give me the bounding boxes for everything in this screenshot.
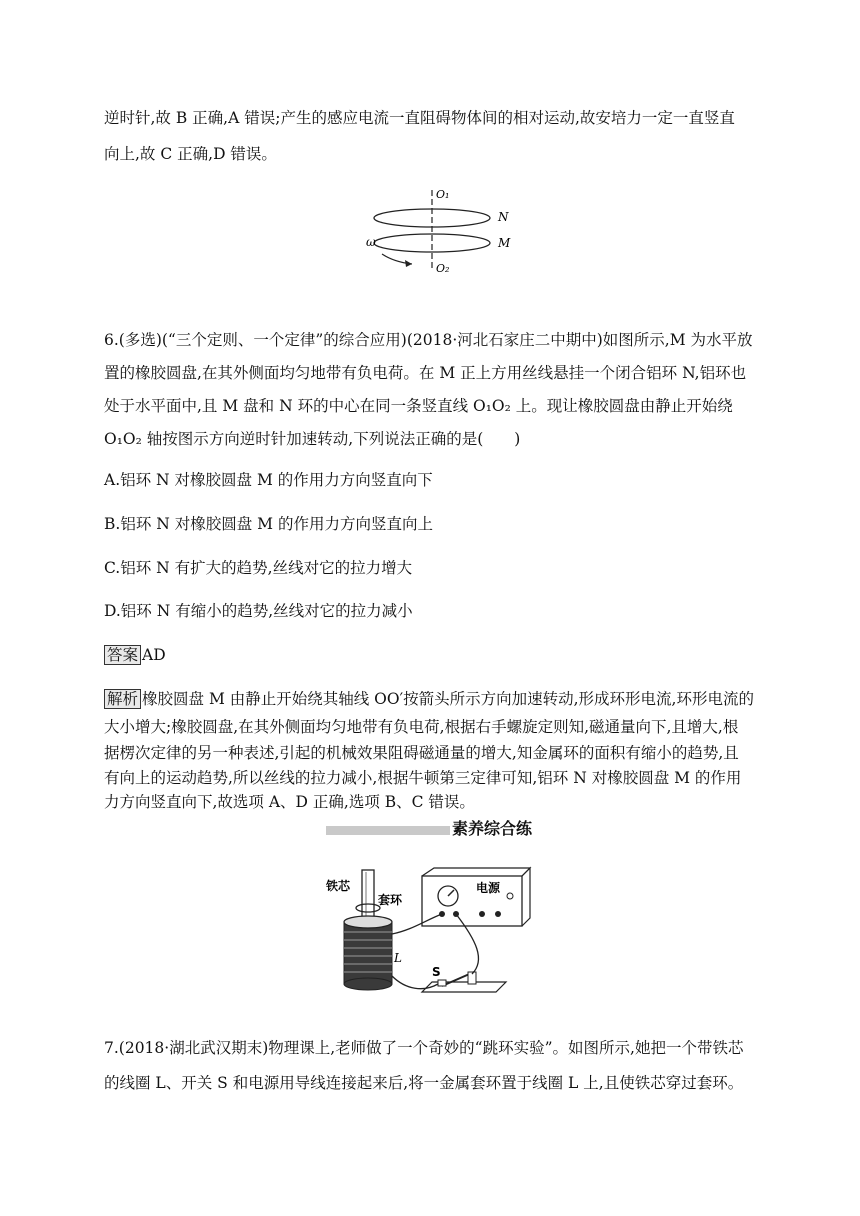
option-b: B.铝环 N 对橡胶圆盘 M 的作用力方向竖直向上: [104, 515, 433, 533]
analysis-line: 大小增大;橡胶圆盘,在其外侧面均匀地带有负电荷,根据右手螺旋定则知,磁通量向下,且增大,根: [104, 718, 739, 736]
analysis-tag: 解析: [104, 689, 141, 709]
analysis-line: [104, 689, 754, 709]
question-stem-line: 6.(多选)(“三个定则、一个定律”的综合应用)(2018·河北石家庄二中期中)如图所示,M 为水平放: [104, 331, 753, 349]
analysis-line: 据楞次定律的另一种表述,引起的机械效果阻碍磁通量的增大,知金属环的面积有缩小的趋势,且: [104, 744, 739, 762]
label-m: M: [498, 236, 511, 250]
answer-tag: 答案: [104, 645, 141, 665]
label-omega: ω: [366, 235, 376, 249]
label-ring: 套环: [378, 893, 403, 907]
answer-row: [104, 645, 166, 665]
solution-line: 逆时针,故 B 正确,A 错误;产生的感应电流一直阻碍物体间的相对运动,故安培力一定一直竖直: [104, 109, 735, 127]
option-c: C.铝环 N 有扩大的趋势,丝线对它的拉力增大: [104, 559, 413, 577]
label-n: N: [498, 210, 509, 224]
label-s: S: [432, 965, 441, 979]
label-o1: O₁: [436, 188, 450, 201]
question-stem-line: 处于水平面中,且 M 盘和 N 环的中心在同一条竖直线 O₁O₂ 上。现让橡胶圆盘由静止开始绕: [104, 397, 733, 415]
section-bar: [326, 826, 450, 835]
question-stem-line: 的线圈 L、开关 S 和电源用导线连接起来后,将一金属套环置于线圈 L 上,且使铁芯穿过套环。: [104, 1074, 744, 1092]
answer-value: AD: [142, 646, 166, 664]
label-l: L: [394, 951, 402, 965]
apparatus-figure: [326, 864, 536, 1004]
label-core: 铁芯: [326, 879, 351, 893]
question-stem-line: O₁O₂ 轴按图示方向逆时针加速转动,下列说法正确的是( ): [104, 430, 521, 448]
analysis-line: 力方向竖直向下,故选项 A、D 正确,选项 B、C 错误。: [104, 793, 475, 811]
analysis-text: 橡胶圆盘 M 由静止开始绕其轴线 OO′按箭头所示方向加速转动,形成环形电流,环形电流的: [142, 690, 754, 708]
rings-figure: [360, 184, 520, 276]
option-d: D.铝环 N 有缩小的趋势,丝线对它的拉力减小: [104, 602, 413, 620]
question-stem-line: 置的橡胶圆盘,在其外侧面均匀地带有负电荷。在 M 正上方用丝线悬挂一个闭合铝环 N,铝环也: [104, 364, 747, 382]
label-o2: O₂: [436, 262, 450, 275]
section-title: 素养综合练: [452, 819, 533, 838]
analysis-line: 有向上的运动趋势,所以丝线的拉力减小,根据牛顿第三定律可知,铝环 N 对橡胶圆盘 M 的作用: [104, 769, 742, 787]
solution-line: 向上,故 C 正确,D 错误。: [104, 145, 277, 163]
option-a: A.铝环 N 对橡胶圆盘 M 的作用力方向竖直向下: [104, 471, 433, 489]
question-stem-line: 7.(2018·湖北武汉期末)物理课上,老师做了一个奇妙的“跳环实验”。如图所示,她把一个带铁芯: [104, 1039, 744, 1057]
label-power: 电源: [476, 881, 501, 895]
